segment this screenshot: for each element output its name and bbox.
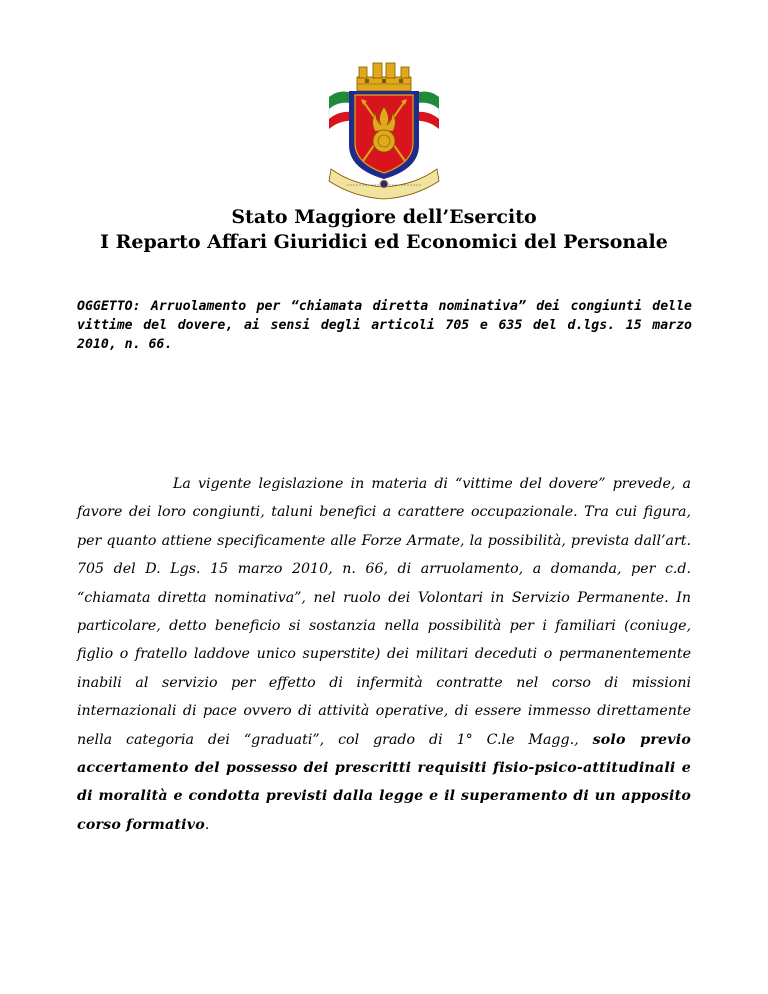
body-text-end: . — [204, 816, 210, 833]
department-name: I Reparto Affari Giuridici ed Economici del Personale — [100, 231, 668, 253]
organization-name: Stato Maggiore dell’Esercito — [231, 206, 537, 228]
body-text-main: La vigente legislazione in materia di “vittime del dovere” prevede, a favore dei loro congiunti, taluni benefici a carattere occupazionale. Tra cui figura, per quanto attiene specificamente alle Forze Armate, la possibilità, prevista dall’art. 705 del D. Lgs. 15 marzo 2010, n. 66, di arruolamento, a domanda, per c.d. “chiamata diretta nominativa”, nel ruolo dei Volontari in Servizio Permanente. In particolare, detto beneficio si sostanzia nella possibilità per i familiari (coniuge, figlio o fratello laddove unico superstite) dei militari deceduti o permanentemente inabili al servizio per effetto di infermità contratte nel corso di missioni internazionali di pace ovvero di attività operative, di essere immesso direttamente nella categoria dei “graduati”, col grado di 1° C.le Magg., — [77, 476, 691, 748]
subject-line: OGGETTO: Arruolamento per “chiamata diretta nominativa” dei congiunti delle vittime del dovere, ai sensi degli articoli 705 e 635 del d.lgs. 15 marzo 2010, n. 66. — [77, 299, 692, 352]
army-coat-of-arms-icon — [323, 57, 445, 202]
body-paragraph — [77, 470, 691, 839]
body-text-emphasis: solo previo accertamento del possesso dei prescritti requisiti fisio-psico-attitudinali e di moralità e condotta previsti dalla legge e il superamento di un apposito corso formativo — [77, 731, 691, 833]
